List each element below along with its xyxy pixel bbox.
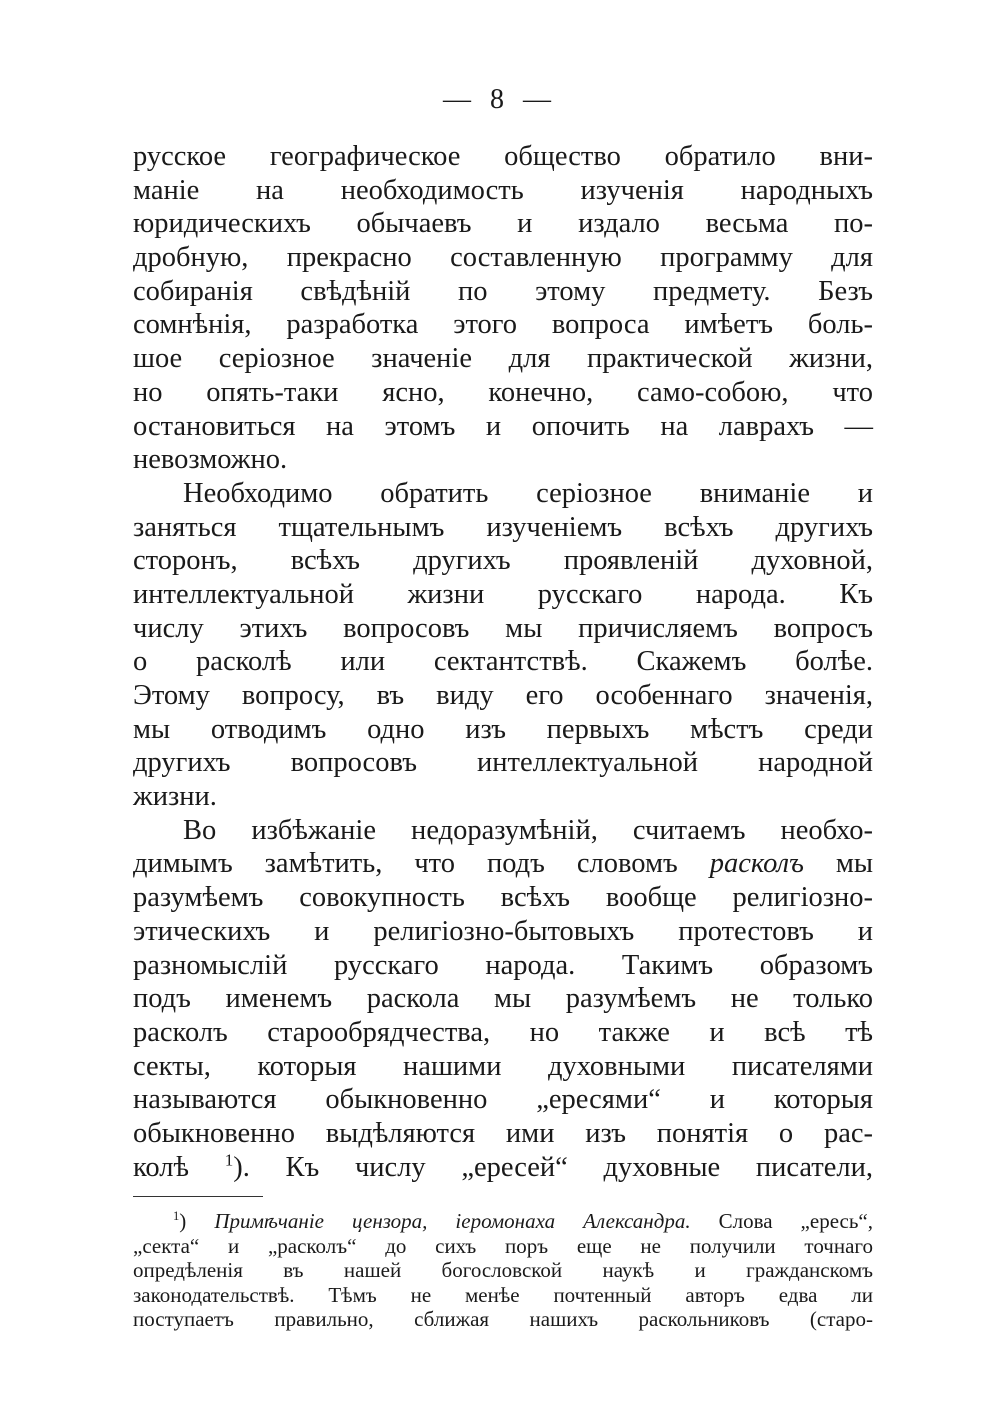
text-line — [133, 410, 873, 444]
text-line — [133, 308, 873, 342]
text-segment: числу этихъ вопросовъ мы причисляемъ вопросъ — [133, 612, 873, 644]
text-segment: мы отводимъ одно изъ первыхъ мѣстъ среди — [133, 713, 873, 745]
text-line — [133, 847, 873, 881]
text-segment: Необходимо обратить серіозное вниманіе и — [183, 477, 873, 509]
text-segment: ). Къ числу „ересей“ духовные писатели, — [233, 1151, 874, 1183]
text-line — [133, 174, 873, 208]
text-line — [133, 982, 873, 1016]
text-line — [133, 342, 873, 376]
footnote-italic: Примѣчаніе цензора, іеромонаха Александра. — [214, 1209, 691, 1233]
text-segment: собиранія свѣдѣній по этому предмету. Безъ — [133, 275, 873, 307]
text-segment: но опять-таки ясно, конечно, само-собою, что — [133, 376, 873, 408]
text-line — [133, 780, 873, 814]
text-line — [133, 1050, 873, 1084]
text-segment: расколъ старообрядчества, но также и всѣ тѣ — [133, 1016, 873, 1048]
text-line — [133, 376, 873, 410]
footnote-marker: 1 — [173, 1209, 180, 1223]
text-line — [133, 1117, 873, 1151]
text-segment: русское географическое общество обратило вни- — [133, 141, 873, 172]
text-line — [133, 949, 873, 983]
text-segment: секты, которыя нашими духовными писателями — [133, 1050, 873, 1082]
text-line — [133, 881, 873, 915]
footnote-line: $^1$) Примѣчаніе цензора, іеромонаха Александра. Слова „ересь“, — [173, 1209, 874, 1233]
text-segment: жизни. — [133, 781, 217, 813]
text-segment: называются обыкновенно „ересями“ и которыя — [133, 1084, 873, 1116]
text-line — [133, 1016, 873, 1050]
text-segment: маніе на необходимость изученія народныхъ — [133, 174, 873, 206]
text-line — [133, 140, 873, 174]
footnote-line: законодательствѣ. Тѣмъ не менѣе почтенный авторъ едва ли — [133, 1282, 873, 1307]
italic-text: расколъ — [709, 848, 804, 880]
text-segment: димымъ замѣтить, что подъ словомъ — [133, 848, 678, 880]
text-line — [133, 511, 873, 545]
text-line — [133, 679, 873, 713]
text-line — [133, 443, 873, 477]
text-line — [133, 275, 873, 309]
text-line — [133, 713, 873, 747]
text-segment: другихъ вопросовъ интеллектуальной народной — [133, 747, 873, 779]
text-segment: сторонъ, всѣхъ другихъ проявленій духовной, — [133, 545, 873, 577]
footnote-line: „секта“ и „расколъ“ до сихъ поръ еще не получили точнаго — [133, 1233, 873, 1258]
text-segment: Этому вопросу, въ виду его особеннаго значенія, — [133, 680, 873, 711]
text-line — [133, 1151, 873, 1185]
text-segment: подъ именемъ раскола мы разумѣемъ не только — [133, 983, 873, 1015]
text-line — [133, 578, 873, 612]
footnote-divider — [133, 1196, 263, 1197]
text-line — [133, 477, 873, 511]
footnote-text: Слова „ересь“, — [718, 1209, 874, 1233]
text-segment: заняться тщательнымъ изученіемъ всѣхъ другихъ — [133, 511, 873, 543]
page-number: — 8 — — [443, 84, 557, 115]
footnote-line: поступаетъ правильно, сближая нашихъ раскольниковъ (старо- — [133, 1307, 873, 1332]
footnotes — [133, 1209, 873, 1332]
text-segment: остановиться на этомъ и опочить на лаврахъ — — [133, 410, 873, 442]
text-segment: сомнѣнія, разработка этого вопроса имѣетъ боль- — [133, 309, 873, 341]
body-text — [133, 140, 873, 1184]
text-line — [133, 612, 873, 646]
text-segment: дробную, прекрасно составленную программу для — [133, 242, 873, 274]
text-line — [133, 645, 873, 679]
text-segment: обыкновенно выдѣляются ими изъ понятія о рас- — [133, 1117, 873, 1149]
text-segment: мы — [835, 848, 874, 880]
text-line — [133, 241, 873, 275]
text-line — [133, 814, 873, 848]
text-line — [133, 746, 873, 780]
text-line — [133, 1083, 873, 1117]
text-segment: о расколѣ или сектантствѣ. Скажемъ болѣе. — [133, 646, 873, 678]
text-segment: Во избѣжаніе недоразумѣній, считаемъ необхо- — [183, 814, 873, 846]
footnote-line: опредѣленія въ нашей богословской наукѣ и гражданскомъ — [133, 1258, 873, 1283]
text-segment: интеллектуальной жизни русскаго народа. Къ — [133, 578, 873, 610]
text-segment: этическихъ и религіозно-бытовыхъ протестовъ и — [133, 915, 873, 947]
text-line — [133, 207, 873, 241]
text-segment: невозможно. — [133, 444, 288, 476]
text-line — [133, 544, 873, 578]
text-segment: колѣ — [133, 1151, 189, 1183]
text-segment: разномыслій русскаго народа. Такимъ образомъ — [133, 949, 873, 981]
text-line — [133, 915, 873, 949]
text-segment: шое серіозное значеніе для практической жизни, — [133, 343, 873, 375]
text-segment: 1 — [224, 1150, 234, 1170]
text-segment: юридическихъ обычаевъ и издало весьма по- — [133, 208, 873, 240]
text-segment: разумѣемъ совокупность всѣхъ вообще религіозно- — [133, 882, 873, 914]
